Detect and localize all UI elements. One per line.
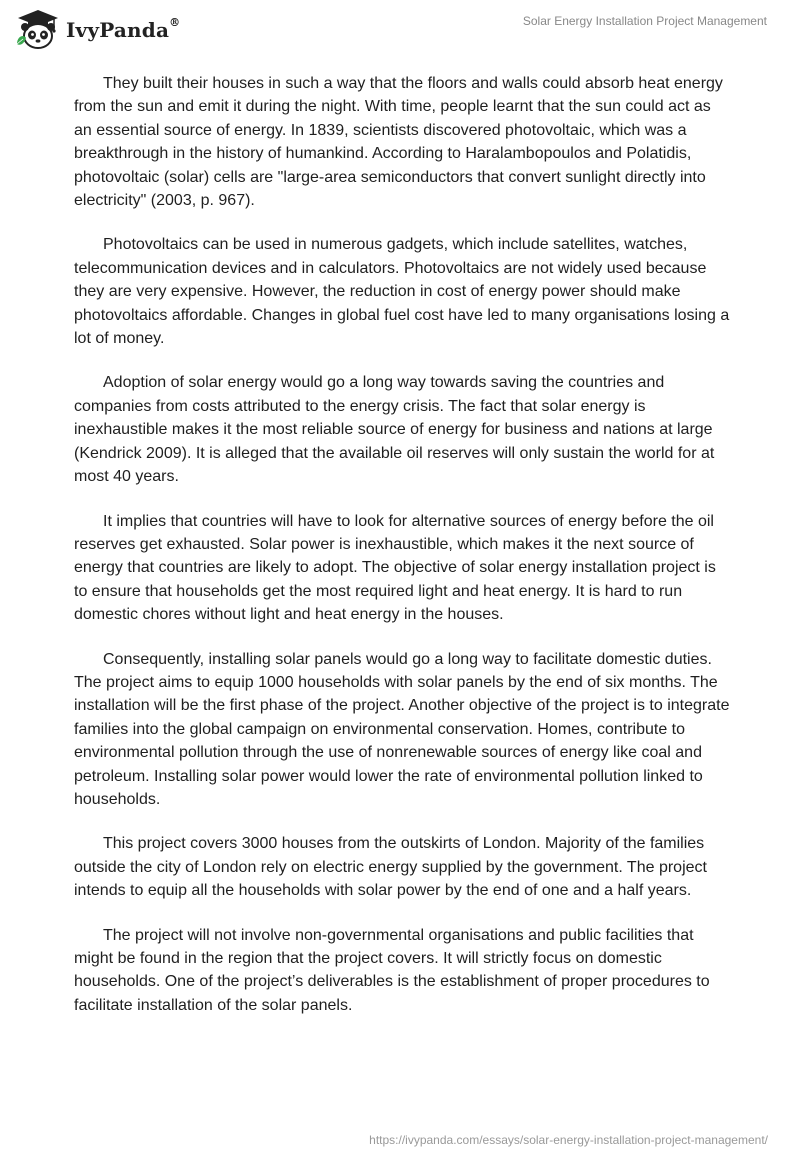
paragraph: It implies that countries will have to look for alternative sources of energy before the oil reserves get exhausted. Solar power is inexhaustible, which makes it the next source of energy that countries are likely to adopt. The objective of solar energy installation project is to ensure that households get the most required light and heat energy. It is hard to run domestic chores without light and heat energy in the houses. (74, 512, 716, 624)
panda-graduate-icon (14, 8, 62, 52)
logo-text: IvyPanda (66, 18, 170, 42)
essay-body (74, 72, 730, 1038)
logo-wordmark (66, 18, 180, 42)
paragraph: The project will not involve non-governmental organisations and public facilities that might be found in the region that the project covers. It will strictly focus on domestic households. One of the project’s deliverables is the establishment of proper procedures to facilitate installation of the solar panels. (74, 926, 710, 1014)
paragraph: Adoption of solar energy would go a long way towards saving the countries and companies from costs attributed to the energy crisis. The fact that solar energy is inexhaustible makes it the most reliable source of energy for business and nations at large (Kendrick 2009). It is alleged that the available oil reserves will only sustain the world for at most 40 years. (74, 374, 715, 486)
registered-mark: ® (169, 16, 181, 29)
document-title: Solar Energy Installation Project Management (522, 14, 767, 28)
ivypanda-logo[interactable] (14, 8, 180, 52)
paragraph: This project covers 3000 houses from the outskirts of London. Majority of the families outside the city of London rely on electric energy supplied by the government. The project intends to equip all the households with solar power by the end of one and a half years. (74, 835, 707, 900)
paragraph: Consequently, installing solar panels would go a long way to facilitate domestic duties. The project aims to equip 1000 households with solar panels by the end of six months. The installation will be the first phase of the project. Another objective of the project is to integrate families into the global campaign on environmental conservation. Homes, contribute to environmental pollution through the use of nonrenewable sources of energy like coal and petroleum. Installing solar power would lower the rate of environmental pollution linked to households. (74, 650, 730, 808)
paragraph: They built their houses in such a way that the floors and walls could absorb heat energy from the sun and emit it during the night. With time, people learnt that the sun could act as an essential source of energy. In 1839, scientists discovered photovoltaic, which was a breakthrough in the history of humankind. According to Haralambopoulos and Polatidis, photovoltaic (solar) cells are "large-area semiconductors that convert sunlight directly into electricity" (2003, p. 967). (74, 75, 723, 210)
page-header (0, 0, 800, 60)
source-url[interactable]: https://ivypanda.com/essays/solar-energy-installation-project-management/ (369, 1133, 768, 1147)
paragraph: Photovoltaics can be used in numerous gadgets, which include satellites, watches, telecommunication devices and in calculators. Photovoltaics are not widely used because they are very expensive. However, the reduction in cost of energy power should make photovoltaics affordable. Changes in global fuel cost have led to many organisations losing a lot of money. (74, 236, 730, 348)
